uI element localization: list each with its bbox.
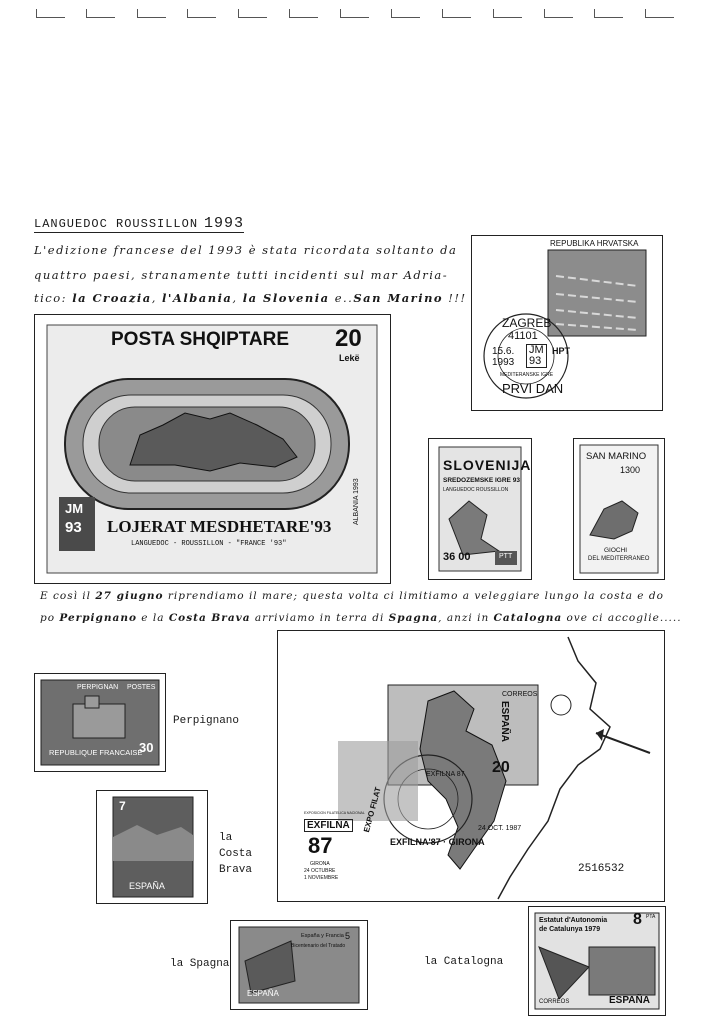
spagna-country: ESPAÑA bbox=[247, 989, 279, 998]
perpignan-value: 30 bbox=[139, 740, 154, 755]
costa-brava-value: 7 bbox=[119, 799, 126, 813]
albania-sheet bbox=[34, 314, 391, 584]
intro-line-1: L'edizione francese del 1993 è stata ricordata soltanto da bbox=[34, 243, 458, 257]
perpignan-caption: Perpignano bbox=[173, 715, 240, 727]
slovenia-line: SREDOZEMSKE IGRE 93 bbox=[443, 477, 520, 484]
albania-side-text: ALBANIA 1993 bbox=[353, 478, 360, 525]
heading-title: LANGUEDOC ROUSSILLON bbox=[34, 217, 199, 231]
exfilna-sheet-art bbox=[278, 631, 664, 901]
middle-line-1: E così il 27 giugno riprendiamo il mare; questa volta ci limitiamo a veleggiare lungo la costa e do bbox=[40, 590, 664, 602]
exfilna-serial: 2516532 bbox=[578, 863, 625, 875]
albania-unit: Lekë bbox=[339, 353, 360, 363]
exfilna-sheet bbox=[277, 630, 665, 902]
exfilna-postmark: EXFILNA'87 · GIRONA bbox=[390, 837, 485, 847]
slovenia-ptt: PTT bbox=[499, 553, 513, 560]
san-marino-line-2: DEL MEDITERRANEO bbox=[588, 556, 650, 562]
exfilna-stamp-text: EXFILNA 87 bbox=[426, 771, 465, 778]
catalogna-unit: PTA bbox=[646, 914, 656, 920]
catalogna-correos: CORREOS bbox=[539, 999, 570, 1005]
exfilna-logo-city: GIRONA bbox=[310, 861, 330, 867]
croatia-games: MEDITERANSKE IGRE bbox=[500, 372, 554, 378]
slovenia-sub: LANGUEDOC ROUSSILLON bbox=[443, 487, 509, 493]
spagna-line-1: España y Francia bbox=[301, 933, 344, 939]
exfilna-pm-date: 24 OCT. 1987 bbox=[478, 825, 522, 832]
san-marino-value: 1300 bbox=[620, 465, 641, 475]
albania-subtitle: LANGUEDOC - ROUSSILLON - "FRANCE '93" bbox=[131, 540, 287, 548]
exfilna-logo-dates-1: 24 OCTUBRE bbox=[304, 868, 336, 874]
san-marino-name: SAN MARINO bbox=[586, 451, 647, 462]
perpignan-postes: POSTES bbox=[127, 684, 156, 691]
croatia-date: 15.6. 1993 bbox=[492, 346, 515, 368]
catalogna-line-1: Estatut d'Autonomia bbox=[539, 917, 608, 924]
perpignan-top: PERPIGNAN bbox=[77, 684, 119, 691]
perpignan-country: REPUBLIQUE FRANCAISE bbox=[49, 748, 143, 757]
exfilna-correos: CORREOS bbox=[502, 691, 538, 698]
exfilna-logo: EXFILNA bbox=[304, 819, 353, 832]
exfilna-logo-top: EXPOSICION FILATELICA NACIONAL bbox=[304, 811, 365, 815]
slovenia-stamp bbox=[428, 438, 532, 580]
catalogna-caption: la Catalogna bbox=[424, 956, 504, 968]
albania-banner: LOJERAT MESDHETARE'93 bbox=[107, 517, 332, 536]
spagna-caption: la Spagna bbox=[170, 958, 230, 970]
croatia-city: ZAGREB bbox=[502, 316, 552, 330]
catalogna-line-2: de Catalunya 1979 bbox=[539, 926, 601, 933]
croatia-sheet bbox=[471, 235, 663, 411]
catalogna-value: 8 bbox=[633, 911, 642, 928]
exfilna-country: ESPAÑA bbox=[499, 701, 510, 742]
exfilna-logo-dates-2: 1 NOVIEMBRE bbox=[304, 875, 339, 881]
exfilna-expo: EXPO FILAT bbox=[362, 786, 383, 834]
san-marino-stamp bbox=[573, 438, 665, 580]
costa-brava-caption: la Costa Brava bbox=[219, 832, 253, 876]
exfilna-logo-num: 87 bbox=[308, 833, 333, 858]
heading-year: 1993 bbox=[204, 215, 245, 232]
san-marino-line-1: GIOCHI bbox=[604, 547, 628, 554]
exfilna-value: 20 bbox=[492, 759, 510, 776]
albania-logo-bottom: 93 bbox=[65, 519, 82, 536]
slovenia-name: SLOVENIJA bbox=[443, 457, 532, 473]
page-heading bbox=[34, 215, 244, 233]
spagna-stamp bbox=[230, 920, 368, 1010]
albania-logo-top: JM bbox=[65, 501, 84, 516]
croatia-sheet-art bbox=[472, 236, 662, 410]
croatia-code: 41101 bbox=[508, 330, 538, 342]
slovenia-value: 36 00 bbox=[443, 551, 471, 563]
perpignan-stamp bbox=[34, 673, 166, 772]
intro-line-3: tico: la Croazia, l'Albania, la Slovenia e..San Marino !!! bbox=[34, 291, 467, 305]
costa-brava-country: ESPAÑA bbox=[129, 881, 165, 891]
middle-line-2: po Perpignano e la Costa Brava arriviamo in terra di Spagna, anzi in Catalogna ove ci accoglie..... bbox=[40, 612, 682, 624]
croatia-first-day: PRVI DAN bbox=[502, 381, 564, 396]
catalogna-stamp bbox=[528, 906, 666, 1016]
intro-line-2: quattro paesi, stranamente tutti incidenti sul mar Adria- bbox=[34, 268, 449, 282]
catalogna-country: ESPAÑA bbox=[609, 995, 650, 1006]
croatia-hpt: HPT bbox=[552, 346, 570, 356]
croatia-header: REPUBLIKA HRVATSKA bbox=[550, 239, 639, 248]
albania-title: POSTA SHQIPTARE bbox=[111, 329, 290, 350]
spagna-line-2: Bicentenario del Tratado bbox=[291, 943, 346, 949]
costa-brava-stamp bbox=[96, 790, 208, 904]
spagna-value: 5 bbox=[345, 931, 351, 941]
albania-value: 20 bbox=[335, 325, 362, 352]
croatia-logo: JM 93 bbox=[526, 344, 547, 368]
